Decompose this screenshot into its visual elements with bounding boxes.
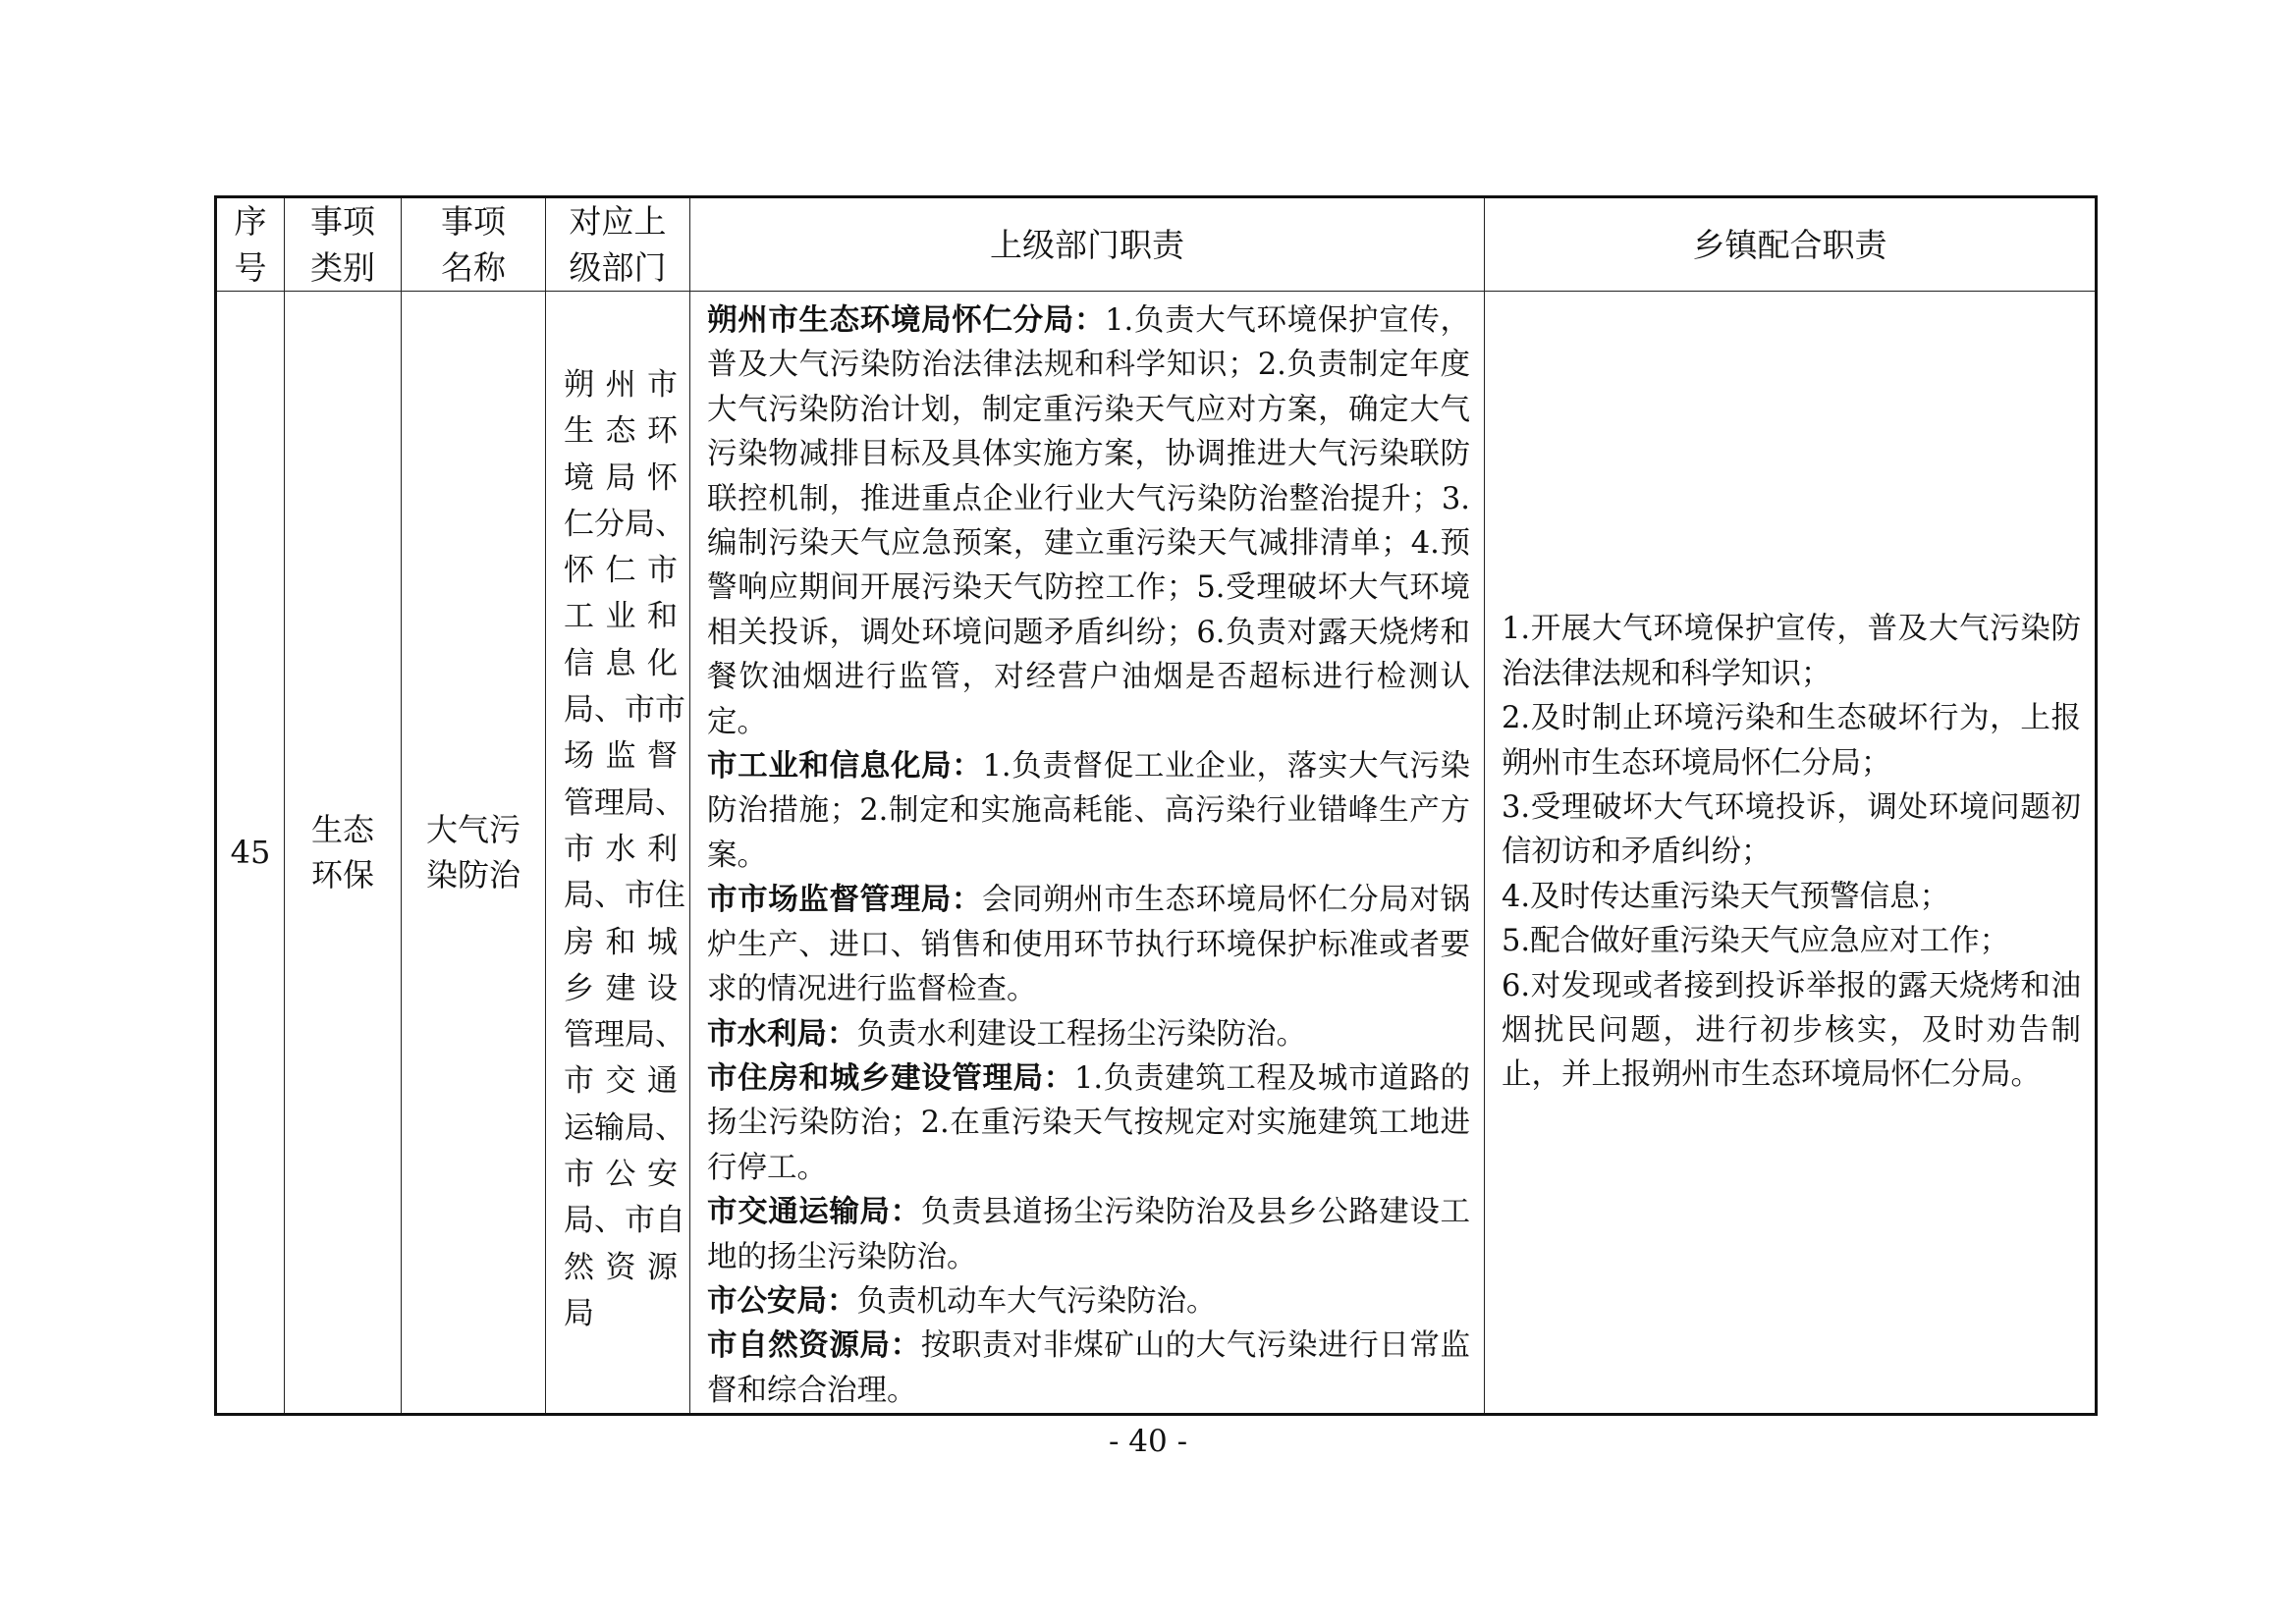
dept-line: 工业和	[564, 599, 678, 635]
header-town-duties: 乡镇配合职责	[1485, 197, 2097, 292]
table-row	[216, 292, 2097, 1415]
duty-text: 1.负责建筑工程及城市道路的扬尘污染防治；2.在重污染天气按规定对实施建筑工地进行停工。	[707, 1060, 1470, 1185]
row-seq: 45	[216, 292, 285, 1415]
dept-line: 局、市自	[564, 1203, 685, 1239]
header-dept: 对应上 级部门	[546, 197, 690, 292]
duty-dept-name: 市自然资源局：	[707, 1327, 921, 1364]
dept-line: 信息化	[564, 645, 678, 681]
duty-dept-name: 朔州市生态环境局怀仁分局：	[707, 302, 1106, 338]
duty-dept-name: 市市场监督管理局：	[707, 882, 982, 918]
row-upper-duties	[690, 292, 1485, 1415]
dept-line: 怀仁市	[564, 553, 678, 589]
duty-block	[707, 1056, 1470, 1190]
dept-line: 然资源	[564, 1249, 678, 1285]
duty-block	[707, 1324, 1470, 1413]
dept-line: 市交通	[564, 1063, 678, 1100]
dept-line: 生态环	[564, 413, 678, 450]
dept-line: 房和城	[564, 924, 678, 960]
town-duty-item: 2.及时制止环境污染和生态破坏行为，上报朔州市生态环境局怀仁分局；	[1502, 701, 2081, 781]
duty-block	[707, 744, 1470, 878]
header-seq: 序 号	[216, 197, 285, 292]
duty-text: 会同朔州市生态环境局怀仁分局对锅炉生产、进口、销售和使用环节执行环境保护标准或者要求的情况进行监督检查。	[707, 883, 1470, 1007]
duty-dept-name: 市工业和信息化局：	[707, 748, 983, 784]
duty-dept-name: 市公安局：	[707, 1282, 857, 1319]
town-duty-item: 5.配合做好重污染天气应急应对工作；	[1502, 924, 2010, 959]
row-town-duties	[1485, 292, 2097, 1415]
duty-text: 负责机动车大气污染防治。	[856, 1283, 1217, 1319]
dept-list	[546, 292, 689, 1337]
header-row	[216, 197, 2097, 292]
dept-line: 境局怀	[564, 460, 678, 496]
dept-line: 局、市住	[564, 878, 685, 914]
dept-line: 局、市市	[564, 692, 685, 729]
duty-block	[707, 1190, 1470, 1279]
header-item-name: 事项 名称	[402, 197, 546, 292]
duty-dept-name: 市住房和城乡建设管理局：	[707, 1059, 1074, 1096]
row-dept	[546, 292, 690, 1415]
dept-line: 局	[564, 1295, 594, 1331]
duty-text: 负责水利建设工程扬尘污染防治。	[856, 1016, 1306, 1052]
duty-dept-name: 市交通运输局：	[707, 1194, 921, 1230]
duty-text: 按职责对非煤矿山的大气污染进行日常监督和综合治理。	[707, 1328, 1471, 1408]
duty-block	[707, 1279, 1470, 1324]
header-category: 事项 类别	[285, 197, 402, 292]
town-duties-list	[1502, 607, 2081, 1097]
row-category: 生态 环保	[285, 292, 402, 1415]
upper-duties-list	[707, 298, 1470, 1413]
town-duty-item: 4.及时传达重污染天气预警信息；	[1502, 879, 1950, 914]
duty-dept-name: 市水利局：	[707, 1015, 857, 1052]
duty-text: 1.负责大气环境保护宣传，普及大气污染防治法律法规和科学知识；2.负责制定年度大气污染防治计划，制定重污染天气应对方案，确定大气污染物减排目标及具体实施方案，协调推进大气污染联防联控机制，推进重点企业行业大气污染防治整治提升；3.编制污染天气应急预案，建立重污染天气减排清单；4.预警响应期间开展污染天气防控工作；5.受理破坏大气环境相关投诉，调处环境问题矛盾纠纷；6.负责对露天烧烤和餐饮油烟进行监管，对经营户油烟是否超标进行检测认定。	[707, 303, 1470, 739]
dept-line: 运输局、	[564, 1109, 685, 1146]
row-item-name: 大气污 染防治	[402, 292, 546, 1415]
duty-text: 1.负责督促工业企业，落实大气污染防治措施；2.制定和实施高耗能、高污染行业错峰生产方案。	[707, 749, 1470, 873]
town-duty-item: 6.对发现或者接到投诉举报的露天烧烤和油烟扰民问题，进行初步核实，及时劝告制止，并上报朔州市生态环境局怀仁分局。	[1502, 968, 2081, 1093]
dept-line: 市水利	[564, 831, 678, 867]
dept-line: 乡建设	[564, 970, 678, 1006]
duty-block	[707, 1012, 1470, 1056]
duty-block	[707, 878, 1470, 1011]
dept-line: 市公安	[564, 1157, 678, 1193]
town-duty-item: 1.开展大气环境保护宣传，普及大气污染防治法律法规和科学知识；	[1502, 612, 2081, 691]
header-upper-duties: 上级部门职责	[690, 197, 1485, 292]
responsibility-table	[214, 195, 2098, 1416]
page-number: - 40 -	[1108, 1424, 1188, 1459]
dept-line: 场监督	[564, 738, 678, 775]
dept-line: 管理局、	[564, 784, 685, 821]
dept-line: 管理局、	[564, 1017, 685, 1054]
duty-block	[707, 298, 1470, 744]
duty-text: 负责县道扬尘污染防治及县乡公路建设工地的扬尘污染防治。	[707, 1195, 1471, 1274]
dept-line: 朔州市	[564, 367, 678, 403]
town-duty-item: 3.受理破坏大气环境投诉，调处环境问题初信初访和矛盾纠纷；	[1502, 789, 2081, 870]
dept-line: 仁分局、	[564, 506, 685, 542]
